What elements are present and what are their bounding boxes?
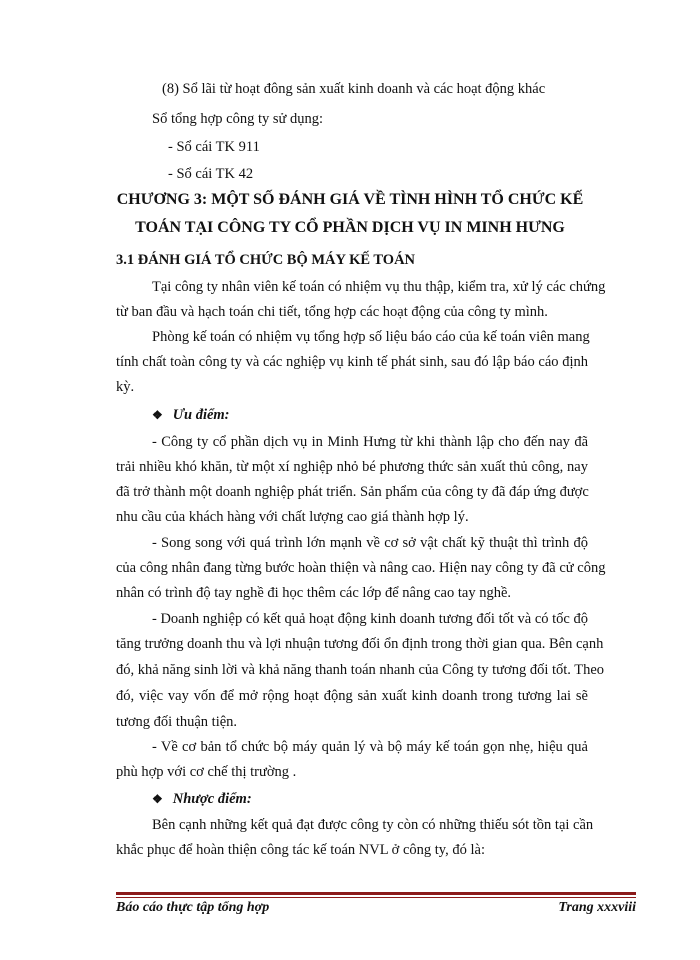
para2-line-3: kỳ.	[116, 379, 135, 395]
intro-line-4: - Sổ cái TK 42	[168, 166, 254, 182]
section-title: 3.1 ĐÁNH GIÁ TỔ CHỨC BỘ MÁY KẾ TOÁN	[116, 252, 416, 268]
disadvantages-heading	[152, 789, 252, 809]
footer-report-title: Báo cáo thực tập tổng hợp	[116, 900, 270, 915]
bullet3-line-2: tăng trưởng doanh thu và lợi nhuận tương đối ổn định trong thời gian qua. Bên cạnh	[116, 636, 604, 652]
disadvantages-label: Nhược điểm:	[172, 791, 252, 807]
bullet2-line-3: nhân có trình độ tay nghề đi học thêm các lớp để nâng cao tay nghề.	[116, 585, 512, 601]
bullet1-line-3: đã trở thành một doanh nghiệp phát triển. Sản phẩm của công ty đã đáp ứng được	[116, 484, 589, 500]
intro-line-3: - Sổ cái TK 911	[168, 139, 260, 155]
bullet1-line-1: - Công ty cổ phần dịch vụ in Minh Hưng từ khi thành lập cho đến nay đã	[152, 434, 588, 450]
bullet1-line-4: nhu cầu của khách hàng với chất lượng cao giá thành hợp lý.	[116, 509, 469, 525]
bullet3-line-3: đó, khả năng sinh lời và khả năng thanh toán nhanh của Công ty tương đối tốt. Theo	[116, 662, 605, 678]
bullet3-line-1: - Doanh nghiệp có kết quả hoạt động kinh doanh tương đối tốt và có tốc độ	[152, 611, 588, 627]
bullet1-line-2: trải nhiều khó khăn, từ một xí nghiệp nhỏ bé phương thức sản xuất thủ công, nay	[116, 459, 588, 475]
bullet2-line-1: - Song song với quá trình lớn mạnh về cơ sở vật chất kỹ thuật thì trình độ	[152, 535, 588, 551]
footer-rule-thick	[116, 892, 636, 895]
bullet4-line-2: phù hợp với cơ chế thị trường .	[116, 764, 297, 780]
para3-line-2: khắc phục để hoàn thiện công tác kế toán NVL ở công ty, đó là:	[116, 842, 485, 858]
advantages-heading	[152, 405, 230, 425]
intro-line-1: (8) Sổ lãi từ hoạt đông sản xuất kinh doanh và các hoạt động khác	[162, 81, 546, 97]
bullet4-line-1: - Về cơ bản tổ chức bộ máy quản lý và bộ máy kế toán gọn nhẹ, hiệu quả	[152, 739, 588, 755]
para2-line-1: Phòng kế toán có nhiệm vụ tổng hợp số liệu báo cáo của kế toán viên mang	[152, 329, 590, 345]
bullet2-line-2: của công nhân đang từng bước hoàn thiện và nâng cao. Hiện nay công ty đã cử công	[116, 560, 606, 576]
footer-page-number: Trang xxxviii	[558, 900, 636, 915]
para3-line-1: Bên cạnh những kết quả đạt được công ty còn có những thiếu sót tồn tại cần	[152, 817, 594, 833]
para1-line-2: từ ban đầu và hạch toán chi tiết, tổng hợp các hoạt động của công ty mình.	[116, 304, 548, 320]
intro-line-2: Sổ tổng hợp công ty sử dụng:	[152, 111, 324, 127]
diamond-bullet-icon: ❖	[152, 792, 163, 806]
bullet3-line-5: tương đối thuận tiện.	[116, 714, 238, 730]
diamond-bullet-icon: ❖	[152, 408, 163, 422]
bullet3-line-4: đó, việc vay vốn để mở rộng hoạt động sản xuất kinh doanh trong tương lai sẽ	[116, 688, 588, 704]
chapter-title-line-2: TOÁN TẠI CÔNG TY CỔ PHẦN DỊCH VỤ IN MINH HƯNG	[135, 219, 565, 236]
chapter-title-line-1: CHƯƠNG 3: MỘT SỐ ĐÁNH GIÁ VỀ TÌNH HÌNH TỔ CHỨC KẾ	[116, 191, 584, 208]
para1-line-1: Tại công ty nhân viên kế toán có nhiệm vụ thu thập, kiểm tra, xử lý các chứng	[152, 279, 606, 295]
para2-line-2: tính chất toàn công ty và các nghiệp vụ kinh tế phát sinh, sau đó lập báo cáo định	[116, 354, 588, 370]
advantages-label: Ưu điểm:	[172, 407, 230, 423]
